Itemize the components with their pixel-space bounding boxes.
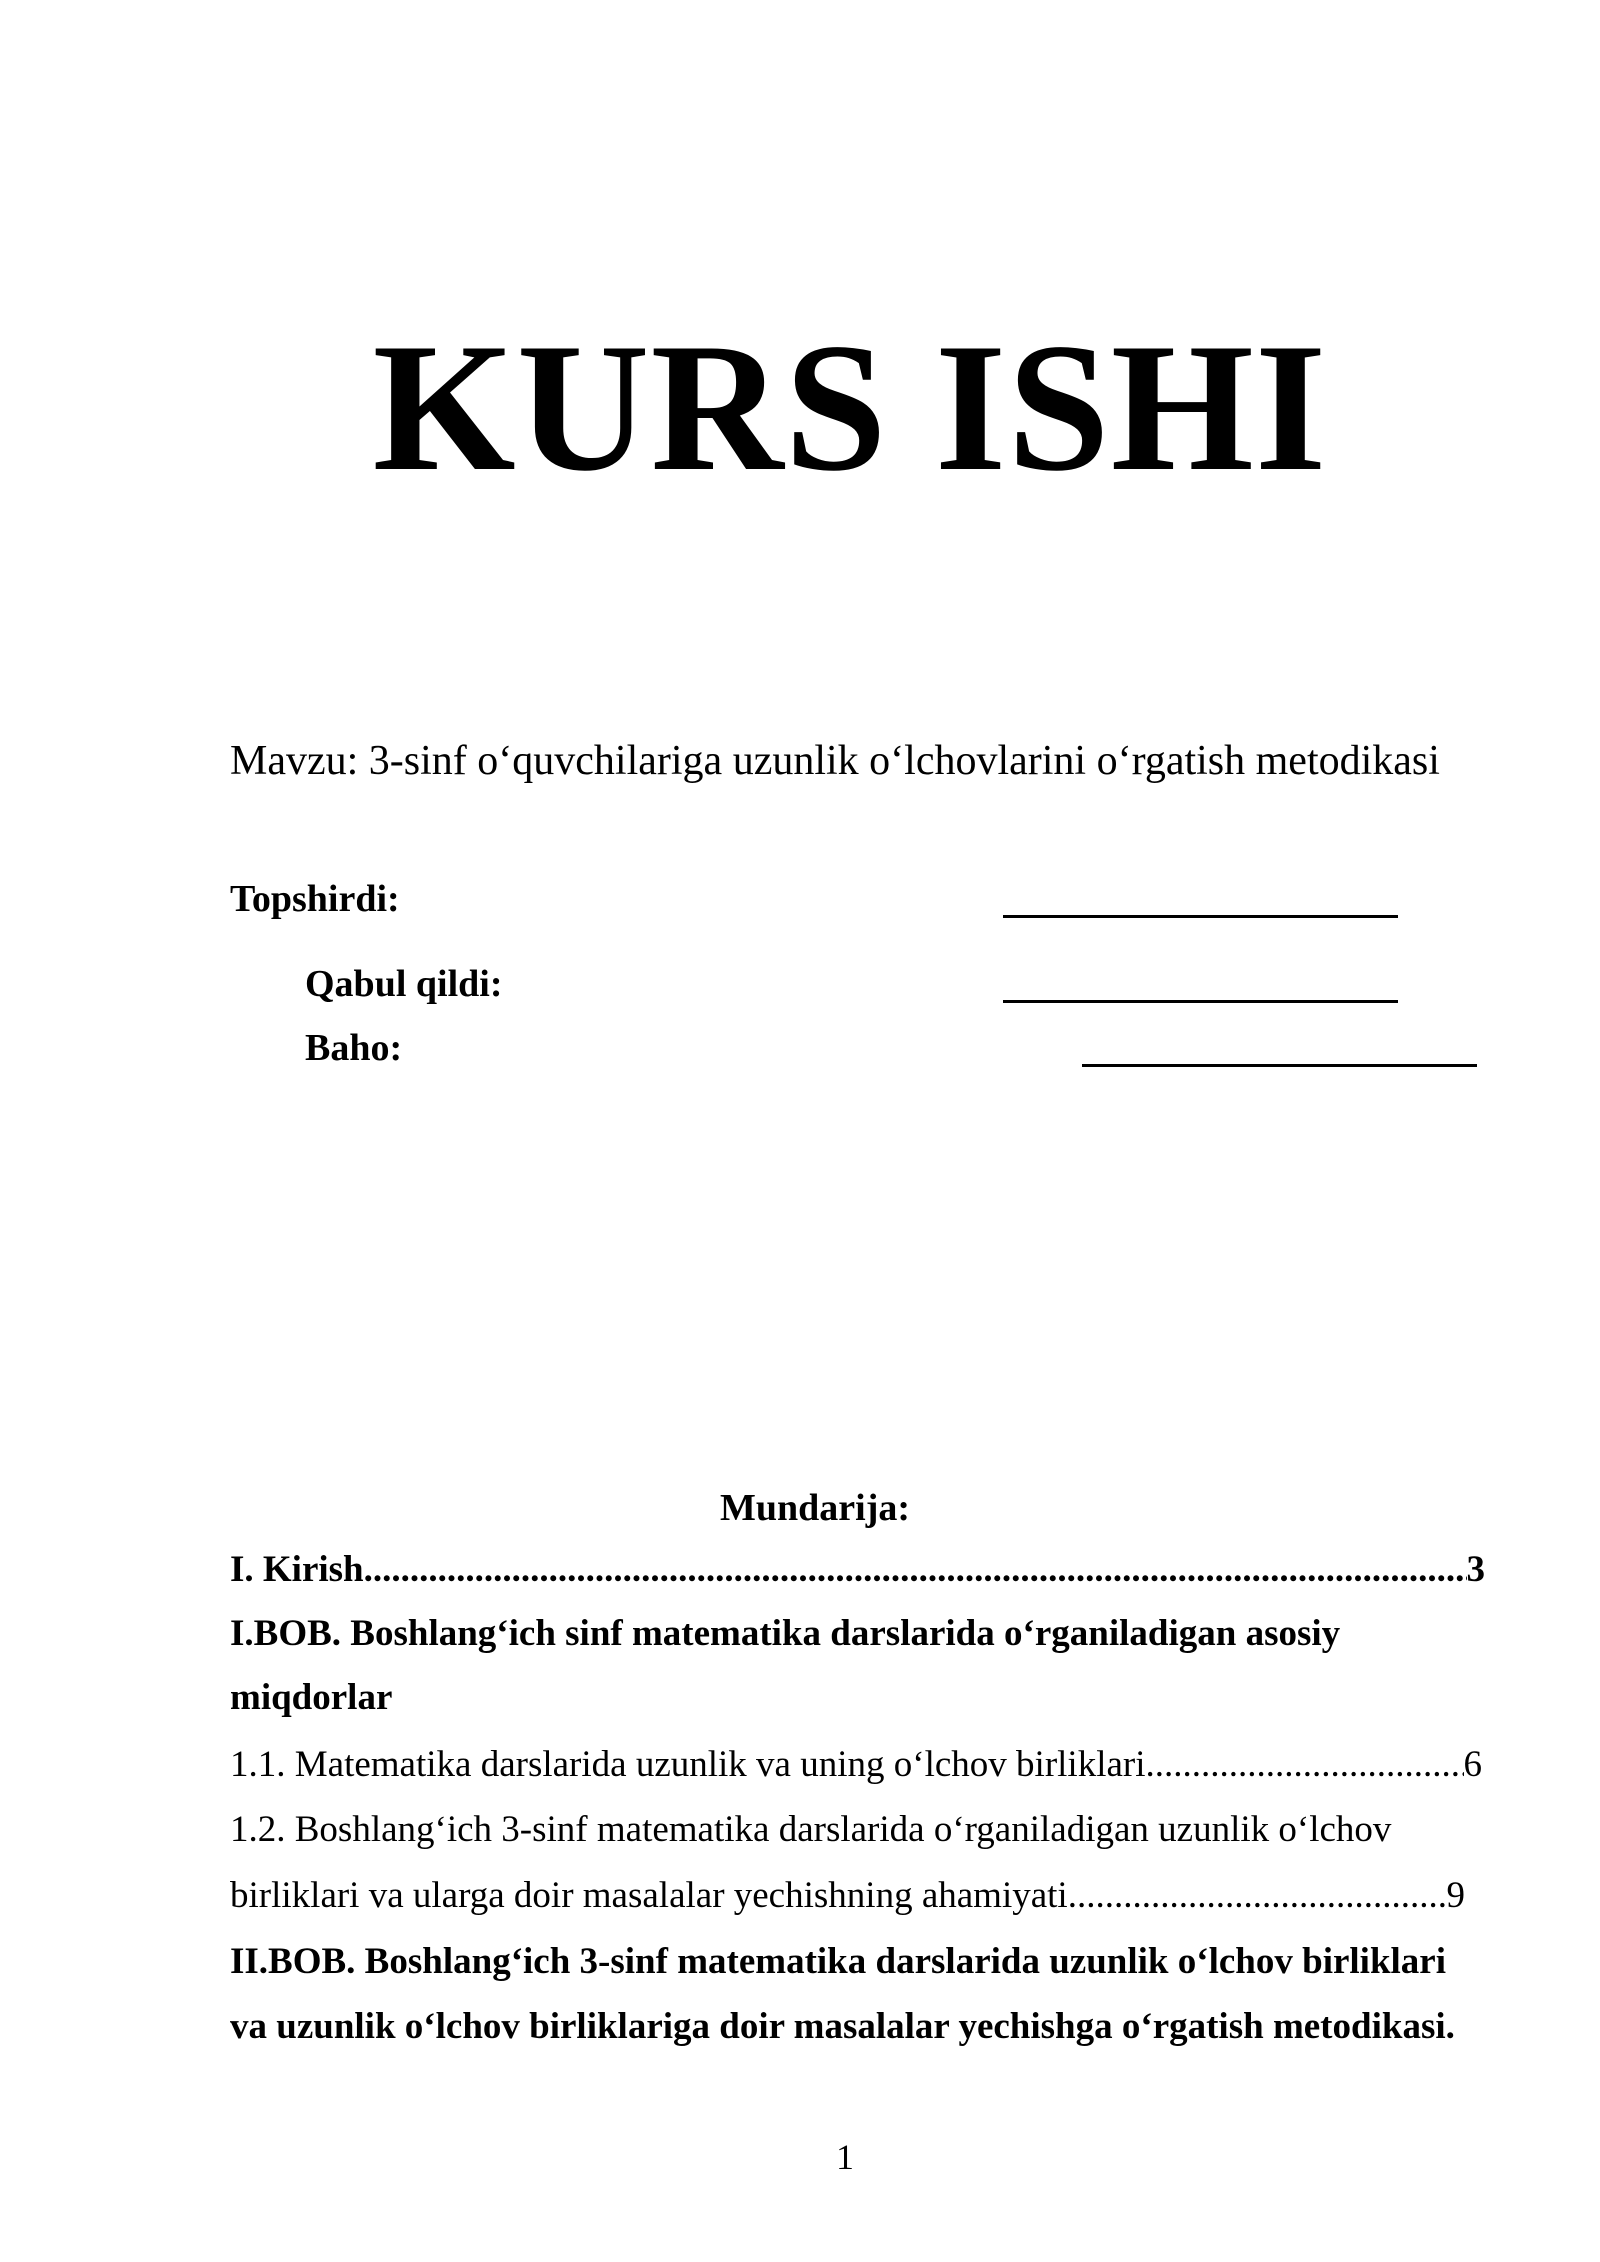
toc-leader-dots bbox=[1146, 1741, 1464, 1789]
grade-label: Baho: bbox=[305, 1027, 403, 1069]
toc-leader-dots bbox=[1068, 1872, 1447, 1920]
grade-signature-line bbox=[1082, 1064, 1477, 1067]
toc-entry-intro bbox=[230, 1546, 1485, 1594]
toc-entry-text: 1.1. Matematika darslarida uzunlik va uning o‘lchov birliklari bbox=[230, 1744, 1146, 1785]
toc-entry-1-1 bbox=[230, 1741, 1482, 1789]
toc-entry-1-2 bbox=[230, 1872, 1465, 1920]
toc-leader-dots bbox=[364, 1546, 1467, 1594]
toc-chapter2-line2: va uzunlik o‘lchov birliklariga doir masalalar yechishga o‘rgatish metodikasi. bbox=[230, 2006, 1455, 2047]
toc-chapter2-line1: II.BOB. Boshlang‘ich 3-sinf matematika darslarida uzunlik o‘lchov birliklari bbox=[230, 1941, 1447, 1982]
toc-chapter1-line1: I.BOB. Boshlang‘ich sinf matematika darslarida o‘rganiladigan asosiy bbox=[230, 1613, 1341, 1654]
toc-page-number: 6 bbox=[1463, 1744, 1482, 1785]
submitted-label: Topshirdi: bbox=[230, 878, 400, 920]
document-title: KURS ISHI bbox=[372, 305, 1328, 509]
toc-heading: Mundarija: bbox=[720, 1487, 910, 1529]
topic-line: Mavzu: 3-sinf o‘quvchilariga uzunlik o‘lchovlarini o‘rgatish metodikasi bbox=[230, 738, 1440, 784]
accepted-label: Qabul qildi: bbox=[305, 963, 503, 1005]
page-number: 1 bbox=[836, 2137, 854, 2177]
toc-entry-text: I. Kirish bbox=[230, 1549, 364, 1590]
submitted-signature-line bbox=[1003, 915, 1398, 918]
toc-entry-text: birliklari va ularga doir masalalar yechishning ahamiyati bbox=[230, 1875, 1068, 1916]
toc-section-1-2-line1: 1.2. Boshlang‘ich 3-sinf matematika darslarida o‘rganiladigan uzunlik o‘lchov bbox=[230, 1809, 1392, 1850]
toc-page-number: 3 bbox=[1466, 1549, 1485, 1590]
accepted-signature-line bbox=[1003, 1000, 1398, 1003]
toc-page-number: 9 bbox=[1446, 1875, 1465, 1916]
toc-chapter1-line2: miqdorlar bbox=[230, 1677, 393, 1718]
